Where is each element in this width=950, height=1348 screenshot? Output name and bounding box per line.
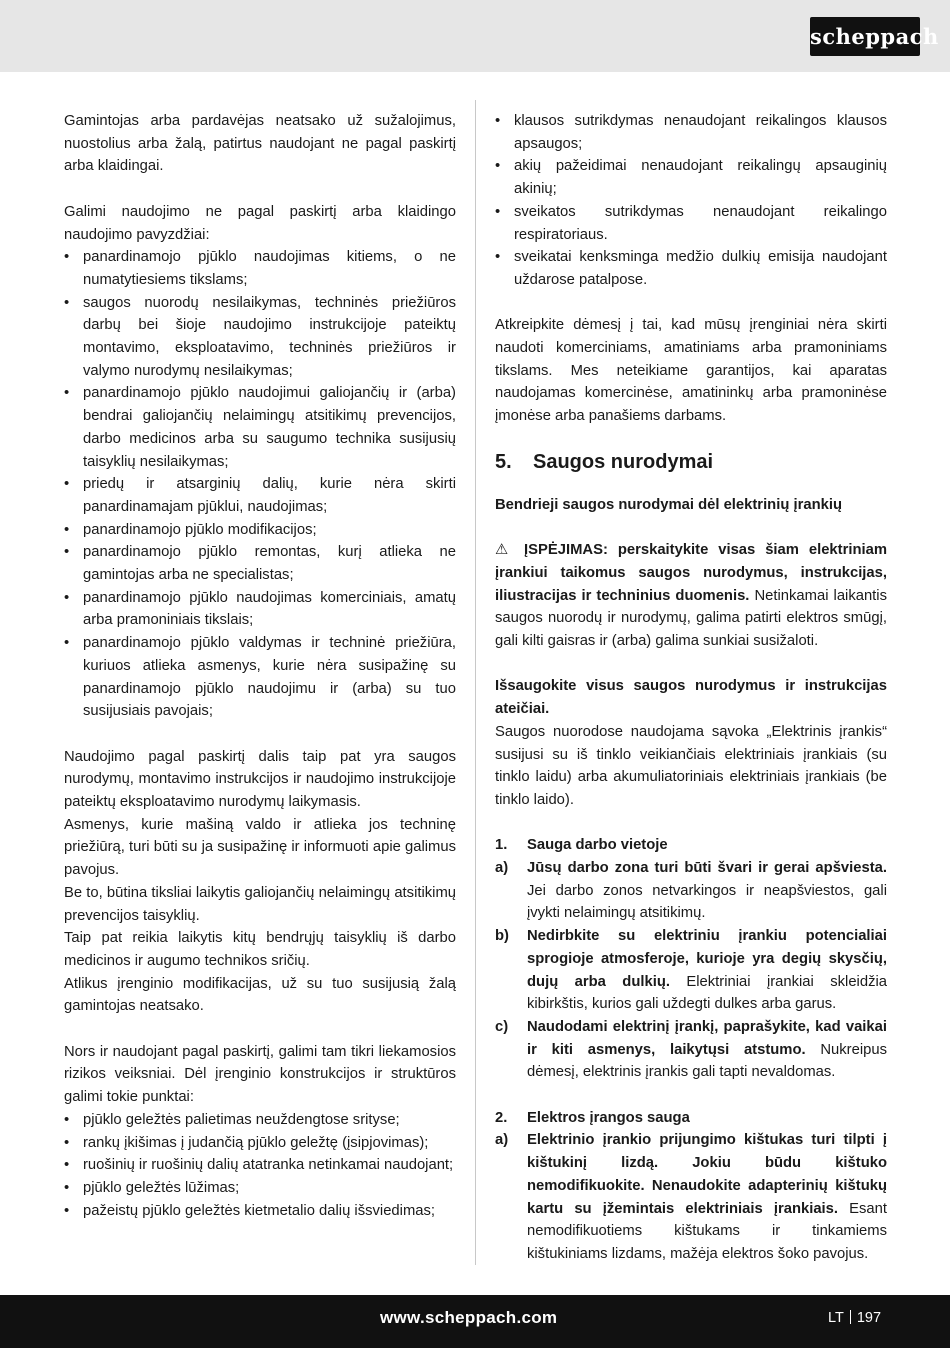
page-number — [828, 1310, 881, 1326]
subheading-general-safety: Bendrieji saugos nurodymai dėl elektrinių įrankių — [495, 496, 842, 513]
item-label: c) — [495, 1018, 509, 1035]
safety-item — [495, 1129, 887, 1265]
page-separator — [850, 1310, 851, 1324]
safety-item — [495, 925, 887, 1016]
safety-item — [495, 1016, 887, 1084]
item-bold: Elektrinio įrankio prijungimo kištukas turi tilpti į kištukinį lizdą. Jokiu būdu kištuko nemodifikuokite. Nenaudokite adapterinių kištukų kartu su įžemintais elektriniais įrankiais. — [527, 1132, 887, 1217]
paragraph-modifications: Atlikus įrenginio modifikacijas, už su tuo susijusią žalą gamintojas neatsako. — [64, 975, 456, 1015]
item-bold: Nedirbkite su elektriniu įrankiu potencialiai sprogioje atmosferoje, kurioje yra degių skysčių, dujų arba dulkių. — [527, 928, 887, 990]
list-item: • saugos nuorodų nesilaikymas, techninės priežiūros darbų bei šioje naudojimo instrukcijoje pateiktų montavimo, eksploatavimo, techninės priežiūros ir valymo nurodymų nesilaikymas; — [64, 292, 456, 383]
list-item: • panardinamojo pjūklo naudojimas komerciniais, amatų arba pramoniniais tikslais; — [64, 587, 456, 632]
paragraph-residual-risks: Nors ir naudojant pagal paskirtį, galimi tam tikri liekamosios rizikos veiksniai. Dėl įrenginio konstrukcijos ir struktūros galimi tokie punktai: — [64, 1043, 456, 1106]
list-item: • panardinamojo pjūklo naudojimas kitiems, o ne numatytiesiems tikslams; — [64, 246, 456, 291]
warning-paragraph — [495, 539, 887, 653]
list-item: • pažeistų pjūklo geležtės kietmetalio dalių išsviedimas; — [64, 1200, 456, 1223]
footer-website-link[interactable]: www.scheppach.com — [380, 1308, 558, 1327]
item-label: a) — [495, 1132, 509, 1149]
item-label: a) — [495, 860, 509, 877]
subsection-2-heading — [495, 1107, 887, 1130]
list-item: • akių pažeidimai nenaudojant reikalingų apsauginių akinių; — [495, 155, 887, 200]
item-text: Elektriniai įrankiai skleidžia kibirkštis, kurios gali uždegti dulkes arba garus. — [527, 973, 887, 1013]
warning-text: Netinkamai laikantis saugos nuorodų ir nurodymų, galima patirti elektros smūgį, gali kilti gaisras ir (arba) galima sunkiai susižaloti. — [495, 587, 887, 650]
page-number-value: 197 — [856, 1310, 882, 1326]
subsection-title: Elektros įrangos sauga — [527, 1109, 690, 1126]
list-item: • priedų ir atsarginių dalių, kurie nėra skirti panardinamajam pjūklui, naudojimas; — [64, 473, 456, 518]
list-item: • panardinamojo pjūklo naudojimui galiojančių ir (arba) bendrai galiojančių nelaimingų atsitikimų prevencijos, darbo medicinos arba su saugumo technika susijusių taisyklių nesilaikymas; — [64, 382, 456, 473]
left-column — [64, 110, 456, 1222]
subsection-1-heading — [495, 834, 887, 857]
list-item: • sveikatos sutrikdymas nenaudojant reikalingo respiratoriaus. — [495, 201, 887, 246]
list-item: • pjūklo geležtės palietimas neuždengtose srityse; — [64, 1109, 456, 1132]
safety-item — [495, 857, 887, 925]
subsection-title: Sauga darbo vietoje — [527, 837, 668, 854]
list-item: • panardinamojo pjūklo valdymas ir techninė priežiūra, kuriuos atlieka asmenys, kurie nėra susipažinę su panardinamojo pjūklo naudojimu ir (arba) su tuo susijusiais pavojais; — [64, 632, 456, 723]
section-number: 5. — [495, 450, 512, 473]
item-bold: Naudodami elektrinį įrankį, paprašykite, kad vaikai ir kiti asmenys, laikytųsi atstumo. — [527, 1018, 887, 1058]
item-label: b) — [495, 928, 509, 945]
paragraph-liability: Gamintojas arba pardavėjas neatsako už sužalojimus, nuostolius arba žalą, patirtus naudojant ne pagal paskirtį arba klaidingai. — [64, 113, 456, 175]
list-item: • panardinamojo pjūklo modifikacijos; — [64, 519, 456, 542]
residual-risk-list-continued — [495, 110, 887, 292]
list-item: • panardinamojo pjūklo remontas, kurį atlieka ne gamintojas arba ne specialistas; — [64, 541, 456, 586]
section-title: Saugos nurodymai — [533, 450, 714, 473]
right-column — [495, 110, 887, 1266]
subsection-number: 2. — [495, 1109, 508, 1126]
keep-instructions-text: Saugos nuorodose naudojama sąvoka „Elektrinis įrankis“ susijusi su iš tinklo veikiančiais elektriniais įrankiais (su tinklo laidu) arba akumuliatoriniais elektriniais įrankiais (be tinklo laido). — [495, 723, 887, 808]
warning-bold: ĮSPĖJIMAS: perskaitykite visas šiam elektriniam įrankiui taikomus saugos nurodymus, instrukcijas, iliustracijas ir techninius duomenis. — [495, 542, 887, 604]
paragraph-intended-use: Naudojimo pagal paskirtį dalis taip pat yra saugos nurodymų, montavimo instrukcijos ir naudojimo instrukcijoje pateiktų eksploatavimo nurodymų laikymasis. — [64, 748, 456, 811]
list-item: • pjūklo geležtės lūžimas; — [64, 1177, 456, 1200]
header-band — [0, 0, 950, 72]
paragraph-operators: Asmenys, kurie mašiną valdo ir atlieka jos techninę priežiūrą, turi būti su ja susipažinę ir informuoti apie galimus pavojus. — [64, 816, 456, 879]
paragraph-commercial-use: Atkreipkite dėmesį į tai, kad mūsų įrenginiai nėra skirti naudoti komerciniams, amatiniams arba pramoniniams tikslams. Mes neteikiame garantijos, kai aparatas naudojamas komercinėse, amatininkų arba pramoninėse įmonėse arba panašiems darbams. — [495, 317, 887, 425]
list-item: • rankų įkišimas į judančią pjūklo geležtę (įsipjovimas); — [64, 1132, 456, 1155]
column-divider — [475, 100, 476, 1265]
misuse-list — [64, 246, 456, 723]
list-item: • ruošinių ir ruošinių dalių atatranka netinkamai naudojant; — [64, 1154, 456, 1177]
section-heading — [495, 448, 887, 476]
paragraph-misuse-intro: Galimi naudojimo ne pagal paskirtį arba klaidingo naudojimo pavyzdžiai: — [64, 203, 456, 243]
keep-instructions-heading: Išsaugokite visus saugos nurodymus ir instrukcijas ateičiai. — [495, 678, 887, 718]
paragraph-accident-prevention: Be to, būtina tiksliai laikytis galiojančių nelaimingų atsitikimų prevencijos taisyklių. — [64, 884, 456, 924]
item-text: Jei darbo zonos netvarkingos ir neapšviestos, gali įvykti nelaimingų atsitikimų. — [527, 882, 887, 922]
residual-risk-list — [64, 1109, 456, 1223]
paragraph-general-rules: Taip pat reikia laikytis kitų bendrųjų taisyklių iš darbo medicinos ir augumo technikos sričių. — [64, 930, 456, 969]
language-code: LT — [828, 1310, 844, 1326]
warning-icon: ⚠ — [495, 542, 515, 559]
item-text: Esant nemodifikuotiems kištukams ir tinkamiems kištukiniams lizdams, mažėja elektros šoko pavojus. — [527, 1200, 887, 1262]
list-item: • klausos sutrikdymas nenaudojant reikalingos klausos apsaugos; — [495, 110, 887, 155]
subsection-number: 1. — [495, 837, 508, 854]
item-text: Nukreipus dėmesį, elektrinis įrankis gali tapti nevaldomas. — [527, 1041, 887, 1081]
scheppach-logo: scheppach — [810, 17, 920, 56]
item-bold: Jūsų darbo zona turi būti švari ir gerai apšviesta. — [527, 860, 887, 877]
list-item: • sveikatai kenksminga medžio dulkių emisija naudojant uždarose patalpose. — [495, 246, 887, 291]
